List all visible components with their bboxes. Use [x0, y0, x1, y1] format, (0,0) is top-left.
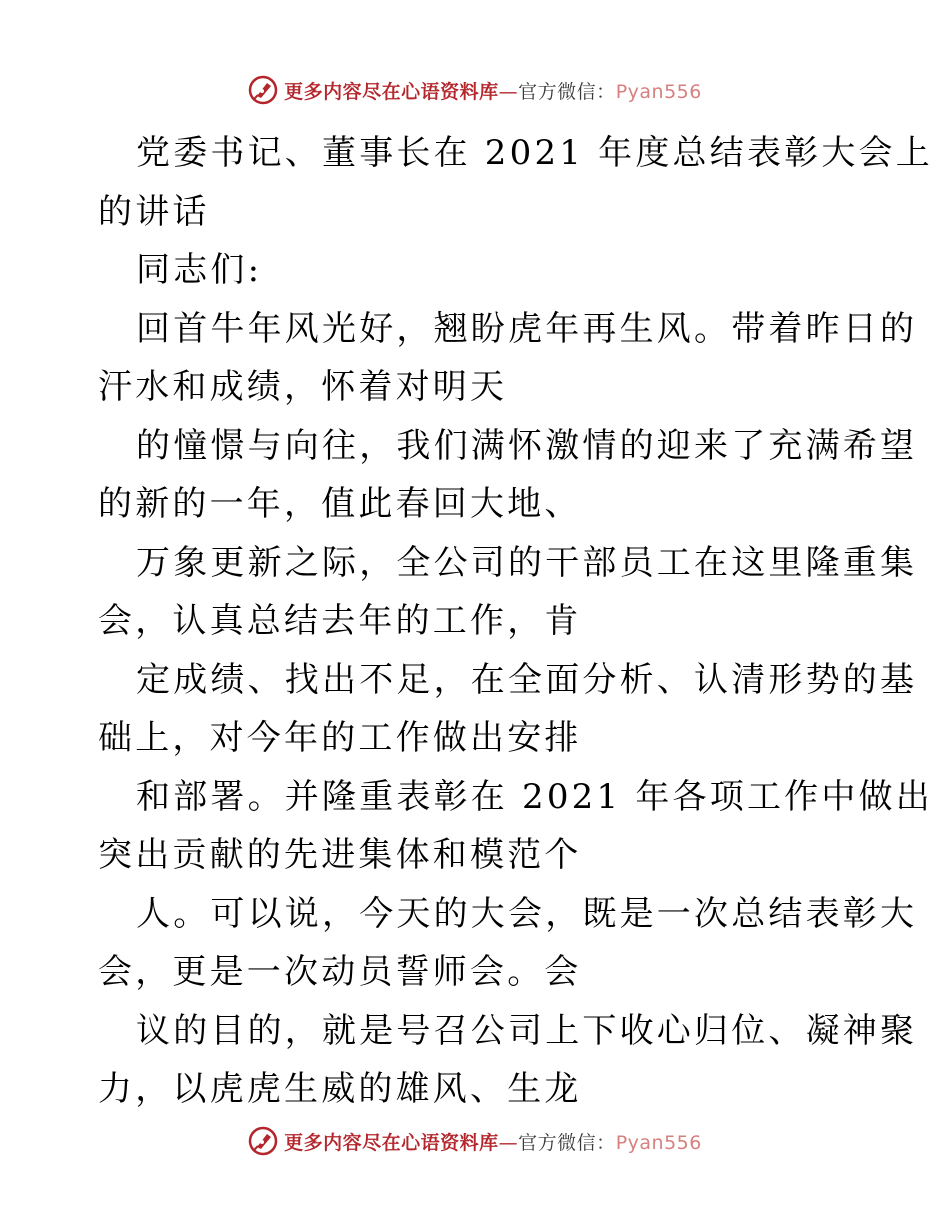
- pen-nib-circle-icon: [248, 1126, 278, 1156]
- banner-content: [248, 1126, 702, 1156]
- paragraph-line: 会，更是一次动员誓师会。会: [98, 952, 582, 992]
- pen-nib-circle-icon: [248, 75, 278, 105]
- paragraph-line: 和部署。并隆重表彰在 2021 年各项工作中做出: [136, 776, 933, 817]
- banner-official: 官方微信：: [518, 80, 616, 103]
- paragraph-line: 万象更新之际，全公司的干部员工在这里隆重集: [136, 542, 918, 583]
- banner-text: [284, 77, 702, 104]
- banner-brand: 更多内容尽在心语资料库: [284, 1131, 499, 1154]
- header-banner: [0, 70, 950, 110]
- paragraph-line: 汗水和成绩，怀着对明天: [98, 367, 508, 407]
- paragraph-line: 的憧憬与向往，我们满怀激情的迎来了充满希望: [136, 425, 918, 466]
- paragraph-line: 会，认真总结去年的工作，肯: [98, 601, 582, 641]
- salutation: 同志们:: [136, 250, 263, 290]
- paragraph-line: 人。可以说，今天的大会，既是一次总结表彰大: [136, 893, 918, 934]
- footer-banner: [0, 1121, 950, 1161]
- banner-content: [248, 75, 702, 105]
- document-title-line-1: 党委书记、董事长在 2021 年度总结表彰大会上: [136, 133, 933, 173]
- paragraph-line: 定成绩、找出不足，在全面分析、认清形势的基: [136, 659, 918, 700]
- banner-handle: Pyan556: [615, 1131, 702, 1154]
- banner-brand: 更多内容尽在心语资料库: [284, 80, 499, 103]
- banner-text: [284, 1128, 702, 1155]
- paragraph-line: 础上，对今年的工作做出安排: [98, 718, 582, 758]
- banner-handle: Pyan556: [615, 80, 702, 103]
- document-body: [98, 124, 933, 1119]
- paragraph-line: 回首牛年风光好，翘盼虎年再生风。带着昨日的: [136, 308, 918, 349]
- paragraph-line: 突出贡献的先进集体和模范个: [98, 835, 582, 875]
- paragraph-line: 的新的一年，值此春回大地、: [98, 484, 582, 524]
- banner-dash: —: [498, 80, 519, 103]
- banner-official: 官方微信：: [518, 1131, 616, 1154]
- paragraph-line: 力，以虎虎生威的雄风、生龙: [98, 1069, 582, 1109]
- paragraph-line: 议的目的，就是号召公司上下收心归位、凝神聚: [136, 1010, 918, 1051]
- document-title-line-2: 的讲话: [98, 191, 210, 232]
- banner-dash: —: [498, 1131, 519, 1154]
